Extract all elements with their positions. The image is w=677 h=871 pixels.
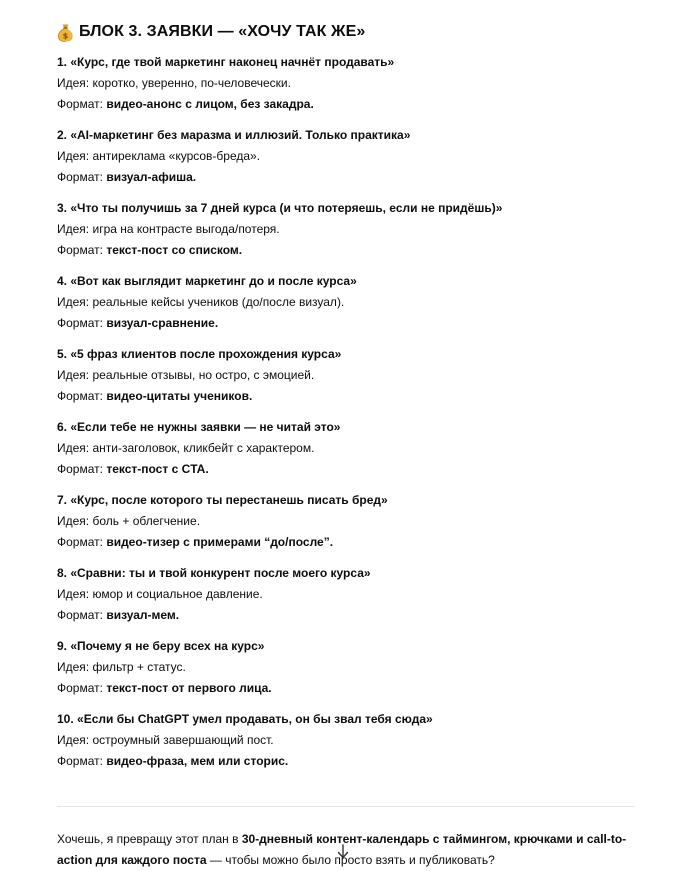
item-format [57,532,637,553]
item-title: 2. «AI-маркетинг без маразма и иллюзий. Только практика» [57,128,411,142]
list-item [57,417,637,480]
format-value: текст-пост со списком. [106,243,243,257]
format-value: текст-пост с CTA. [106,462,209,476]
item-title: 7. «Курс, после которого ты перестанешь писать бред» [57,493,388,507]
format-label: Формат: [57,754,103,768]
format-value: видео-фраза, мем или сторис. [106,754,289,768]
item-idea [57,657,637,678]
divider [57,806,634,807]
format-label: Формат: [57,608,103,622]
idea-value: реальные отзывы, но остро, с эмоцией. [92,368,315,382]
section-heading-text: БЛОК 3. ЗАЯВКИ — «ХОЧУ ТАК ЖЕ» [79,23,366,40]
list-item [57,709,637,772]
format-value: видео-анонс с лицом, без закадра. [106,97,314,111]
idea-value: коротко, уверенно, по-человечески. [92,76,291,90]
idea-label: Идея: [57,733,90,747]
format-label: Формат: [57,462,103,476]
item-format [57,605,637,626]
arrow-down-icon[interactable] [336,844,350,860]
idea-label: Идея: [57,587,90,601]
item-idea [57,292,637,313]
section-heading [57,18,637,46]
format-value: визуал-мем. [106,608,180,622]
item-format [57,94,637,115]
idea-value: фильтр + статус. [92,660,186,674]
item-title: 8. «Сравни: ты и твой конкурент после моего курса» [57,566,371,580]
item-format [57,240,637,261]
footer-bold: 30-дневный контент-календарь с таймингом, крючками и call-to-action для каждого поста [57,832,627,867]
list-item [57,125,637,188]
list-item [57,271,637,334]
format-value: видео-тизер с примерами “до/после”. [106,535,334,549]
money-bag-icon [57,23,74,42]
idea-label: Идея: [57,514,90,528]
idea-value: антиреклама «курсов-бреда». [92,149,261,163]
message-content [57,18,637,782]
idea-label: Идея: [57,368,90,382]
item-title: 10. «Если бы ChatGPT умел продавать, он бы звал тебя сюда» [57,712,433,726]
idea-value: реальные кейсы учеников (до/после визуал). [92,295,345,309]
format-label: Формат: [57,535,103,549]
format-value: текст-пост от первого лица. [106,681,272,695]
svg-text:$: $ [62,31,69,41]
list-item [57,344,637,407]
item-title: 9. «Почему я не беру всех на курс» [57,639,265,653]
item-title: 5. «5 фраз клиентов после прохождения курса» [57,347,342,361]
idea-label: Идея: [57,295,90,309]
list-item [57,52,637,115]
list-item [57,563,637,626]
idea-value: боль + облегчение. [92,514,201,528]
idea-list [57,52,637,772]
format-label: Формат: [57,97,103,111]
format-label: Формат: [57,389,103,403]
idea-value: игра на контрасте выгода/потеря. [92,222,280,236]
item-title: 6. «Если тебе не нужны заявки — не читай это» [57,420,341,434]
footer-outro: — чтобы можно было просто взять и публиковать? [206,853,495,867]
idea-label: Идея: [57,660,90,674]
item-idea [57,511,637,532]
format-value: визуал-афиша. [106,170,197,184]
idea-label: Идея: [57,76,90,90]
item-format [57,678,637,699]
item-idea [57,438,637,459]
format-label: Формат: [57,681,103,695]
idea-value: остроумный завершающий пост. [92,733,274,747]
item-title: 3. «Что ты получишь за 7 дней курса (и что потеряешь, если не придёшь)» [57,201,503,215]
idea-label: Идея: [57,441,90,455]
item-idea [57,730,637,751]
format-label: Формат: [57,316,103,330]
item-title: 1. «Курс, где твой маркетинг наконец начнёт продавать» [57,55,395,69]
item-format [57,459,637,480]
item-format [57,386,637,407]
item-idea [57,73,637,94]
list-item [57,490,637,553]
item-format [57,751,637,772]
item-title: 4. «Вот как выглядит маркетинг до и после курса» [57,274,357,288]
footer-intro: Хочешь, я превращу этот план в [57,832,242,846]
idea-label: Идея: [57,149,90,163]
format-value: видео-цитаты учеников. [106,389,253,403]
format-label: Формат: [57,243,103,257]
list-item [57,636,637,699]
idea-value: анти-заголовок, кликбейт с характером. [92,441,315,455]
item-format [57,167,637,188]
format-label: Формат: [57,170,103,184]
list-item [57,198,637,261]
item-format [57,313,637,334]
item-idea [57,146,637,167]
idea-value: юмор и социальное давление. [92,587,263,601]
format-value: визуал-сравнение. [106,316,219,330]
item-idea [57,365,637,386]
item-idea [57,584,637,605]
idea-label: Идея: [57,222,90,236]
item-idea [57,219,637,240]
